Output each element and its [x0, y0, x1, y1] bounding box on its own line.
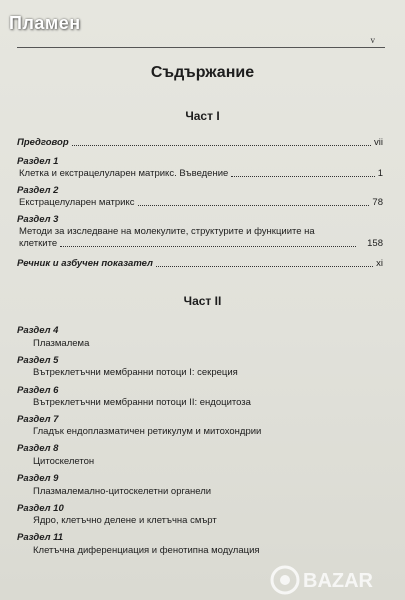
entry-page: 78: [372, 197, 383, 208]
section-label: Раздел 8: [17, 443, 59, 454]
shop-watermark: Пламен: [9, 13, 81, 33]
section-label: Раздел 5: [17, 355, 59, 366]
header-rule: [17, 47, 385, 48]
leader-dots: [156, 266, 373, 267]
toc-glossary: [17, 258, 383, 270]
entry-title: Цитоскелетон: [33, 456, 95, 467]
leader-dots: [231, 176, 374, 177]
entry-title-line2: клетките: [19, 238, 58, 249]
section-label: Раздел 2: [17, 185, 59, 196]
entry-title: Екстрацелуларен матрикс: [19, 197, 135, 208]
entry-page: 158: [367, 238, 383, 249]
section-label: Раздел 9: [17, 473, 59, 484]
section-label: Раздел 6: [17, 385, 59, 396]
glossary-label: Речник и азбучен показател: [17, 258, 153, 269]
leader-dots: [72, 145, 371, 146]
glossary-page: xi: [376, 258, 383, 269]
bazar-logo-text: BAZAR: [303, 570, 373, 592]
page-number: v: [370, 35, 375, 45]
entry-title: Ядро, клетъчно делене и клетъчна смърт: [33, 515, 217, 526]
leader-dots: [60, 246, 356, 247]
toc-preface: [17, 137, 383, 149]
preface-page: vii: [374, 137, 383, 148]
entry-title-line1: Методи за изследване на молекулите, структурите и функциите на: [19, 226, 315, 237]
page-title: Съдържание: [150, 64, 255, 81]
entry-title: Плазмалемално-цитоскелетни органели: [33, 486, 212, 497]
section-label: Раздел 1: [17, 156, 59, 167]
section-label: Раздел 3: [17, 214, 59, 225]
toc-entry: [19, 226, 383, 250]
part2-heading: Част II: [183, 294, 222, 308]
bazar-logo-watermark: [269, 560, 399, 598]
entry-title: Плазмалема: [33, 338, 90, 349]
entry-page: 1: [377, 168, 383, 179]
preface-label: Предговор: [17, 137, 69, 148]
section-label: Раздел 4: [17, 325, 59, 336]
toc-entry: [19, 168, 383, 180]
entry-title: Клетъчна диференциация и фенотипна модулация: [33, 545, 260, 556]
section-label: Раздел 10: [17, 503, 64, 514]
entry-title: Гладък ендоплазматичен ретикулум и митохондрии: [33, 426, 262, 437]
part1-heading: Част I: [185, 109, 220, 123]
entry-title: Вътреклетъчни мембранни потоци II: ендоцитоза: [33, 397, 251, 408]
toc-entry: [19, 197, 383, 209]
section-label: Раздел 11: [17, 532, 64, 543]
entry-title: Клетка и екстрацелуларен матрикс. Въведение: [19, 168, 229, 179]
entry-title: Вътреклетъчни мембранни потоци I: секреция: [33, 367, 238, 378]
section-label: Раздел 7: [17, 414, 59, 425]
leader-dots: [138, 205, 370, 206]
